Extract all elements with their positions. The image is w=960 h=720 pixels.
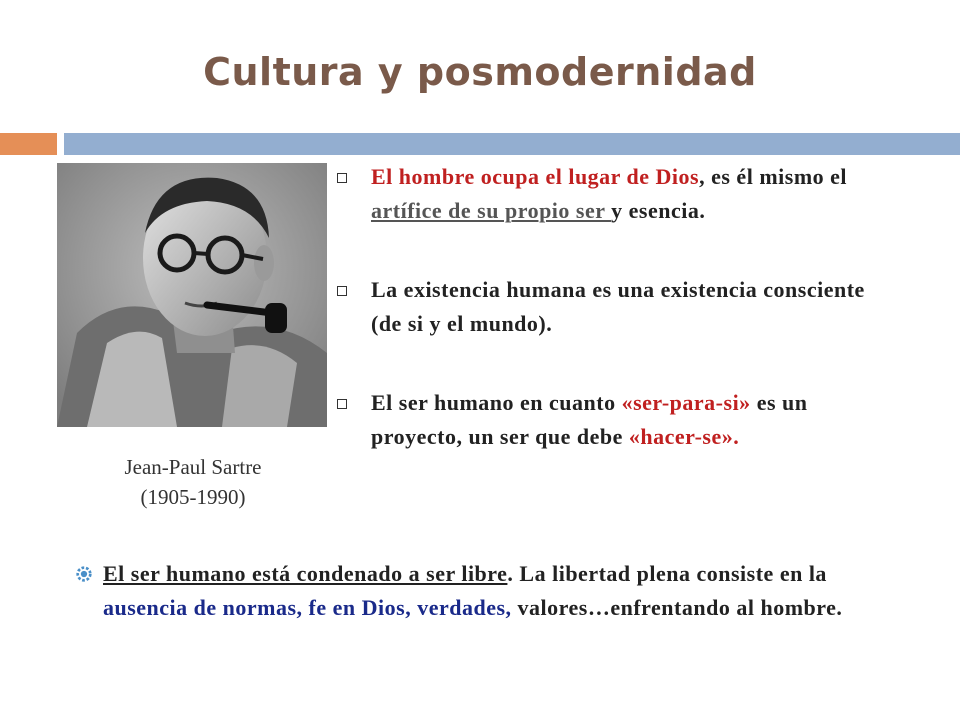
accent-bar-blue [64, 133, 960, 155]
bullet-3-part-5: . [733, 424, 740, 449]
square-bullet-icon [337, 173, 347, 183]
bullet-2-part-1: La existencia humana es una existencia consciente (de si y el mundo). [371, 277, 865, 336]
bullet-1-part-1: El hombre ocupa el lugar de Dios [371, 164, 700, 189]
bullet-1-part-2: , es él mismo el [699, 164, 848, 189]
portrait-illustration [57, 163, 327, 427]
bullet-item [337, 386, 897, 454]
bottom-part-4: valores…enfrentando al hombre. [511, 595, 843, 620]
accent-bar-orange [0, 133, 57, 155]
slide-title: Cultura y posmodernidad [203, 50, 757, 94]
bullet-1-part-4: y esencia. [611, 198, 706, 223]
bullet-list [337, 160, 897, 454]
bullet-3-part-3: es un proyecto, un ser que debe [371, 390, 808, 449]
bullet-item [337, 273, 897, 341]
portrait-photo [57, 163, 327, 427]
gear-bullet-icon [75, 565, 93, 583]
bottom-part-1: El ser humano está condenado a ser libre [103, 561, 508, 586]
bullet-item [337, 160, 897, 228]
bottom-part-3: ausencia de normas, fe en Dios, verdades, [103, 595, 512, 620]
square-bullet-icon [337, 286, 347, 296]
bottom-paragraph [75, 557, 893, 625]
caption-years: (1905-1990) [140, 485, 246, 509]
bullet-3-part-2: «ser-para-si» [621, 390, 751, 415]
square-bullet-icon [337, 399, 347, 409]
caption-name: Jean-Paul Sartre [124, 455, 262, 479]
bullet-1-part-3: artífice de su propio ser [371, 198, 612, 223]
photo-caption [93, 452, 293, 512]
bullet-3-part-4: «hacer-se» [628, 424, 734, 449]
bottom-part-2: . La libertad plena consiste en la [507, 561, 827, 586]
bullet-3-part-1: El ser humano en cuanto [371, 390, 622, 415]
